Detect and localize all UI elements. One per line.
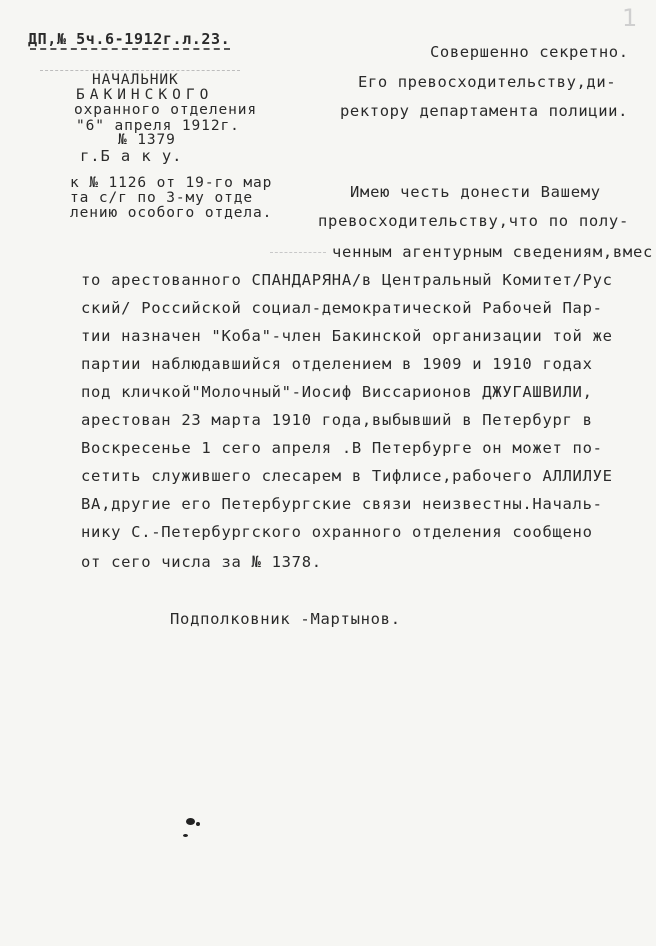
- signature: Подполковник -Мартынов.: [170, 610, 401, 628]
- ink-blot: [186, 818, 195, 825]
- archive-reference: ДП,№ 5ч.6-1912г.л.23.: [28, 30, 231, 48]
- body-line: Имею честь донести Вашему: [350, 183, 601, 201]
- body-line: то арестованного СПАНДАРЯНА/в Центральный Комитет/Рус: [81, 271, 613, 289]
- body-line: Воскресенье 1 сего апреля .В Петербурге он может по-: [81, 439, 603, 457]
- reference-line2: та с/г по 3-му отде: [70, 190, 253, 206]
- classification-label: Совершенно секретно.: [430, 43, 629, 61]
- ink-blot: [196, 822, 200, 826]
- reference-line1: к № 1126 от 19-го мар: [70, 175, 273, 191]
- body-line: тии назначен "Коба"-член Бакинской организации той же: [81, 327, 613, 345]
- body-line: арестован 23 марта 1910 года,выбывший в Петербург в: [81, 411, 593, 429]
- body-line: нику С.-Петербургского охранного отделения сообщено: [81, 523, 593, 541]
- body-line: ский/ Российской социал-демократической Рабочей Пар-: [81, 299, 603, 317]
- sender-city: г.Б а к у.: [80, 147, 183, 165]
- sender-office-line1: БАКИНСКОГО: [76, 87, 214, 103]
- body-line: под кличкой"Молочный"-Иосиф Виссарионов ДЖУГАШВИЛИ,: [81, 383, 593, 401]
- faint-divider: [40, 70, 240, 71]
- body-line: партии наблюдавшийся отделением в 1909 и 1910 годах: [81, 355, 593, 373]
- body-line: ВА,другие его Петербургские связи неизвестны.Началь-: [81, 495, 603, 513]
- body-line: ченным агентурным сведениям,вмес: [332, 243, 654, 261]
- ink-blot: [183, 834, 188, 837]
- body-line: превосходительству,что по полу-: [318, 212, 629, 230]
- sender-title: НАЧАЛЬНИК: [92, 72, 179, 88]
- body-line: сетить служившего слесарем в Тифлисе,рабочего АЛЛИЛУЕ: [81, 467, 613, 485]
- sender-office-line2: охранного отделения: [74, 102, 257, 118]
- reference-line3: лению особого отдела.: [70, 205, 273, 221]
- body-line: от сего числа за № 1378.: [81, 553, 322, 571]
- addressee-line1: Его превосходительству,ди-: [358, 73, 617, 91]
- addressee-line2: ректору департамента полиции.: [340, 102, 629, 120]
- sender-date: "6" апреля 1912г.: [76, 118, 240, 134]
- underline-divider: [30, 48, 230, 50]
- page-number: 1: [622, 4, 638, 32]
- sender-number: № 1379: [118, 132, 176, 148]
- faint-mark: [270, 252, 326, 253]
